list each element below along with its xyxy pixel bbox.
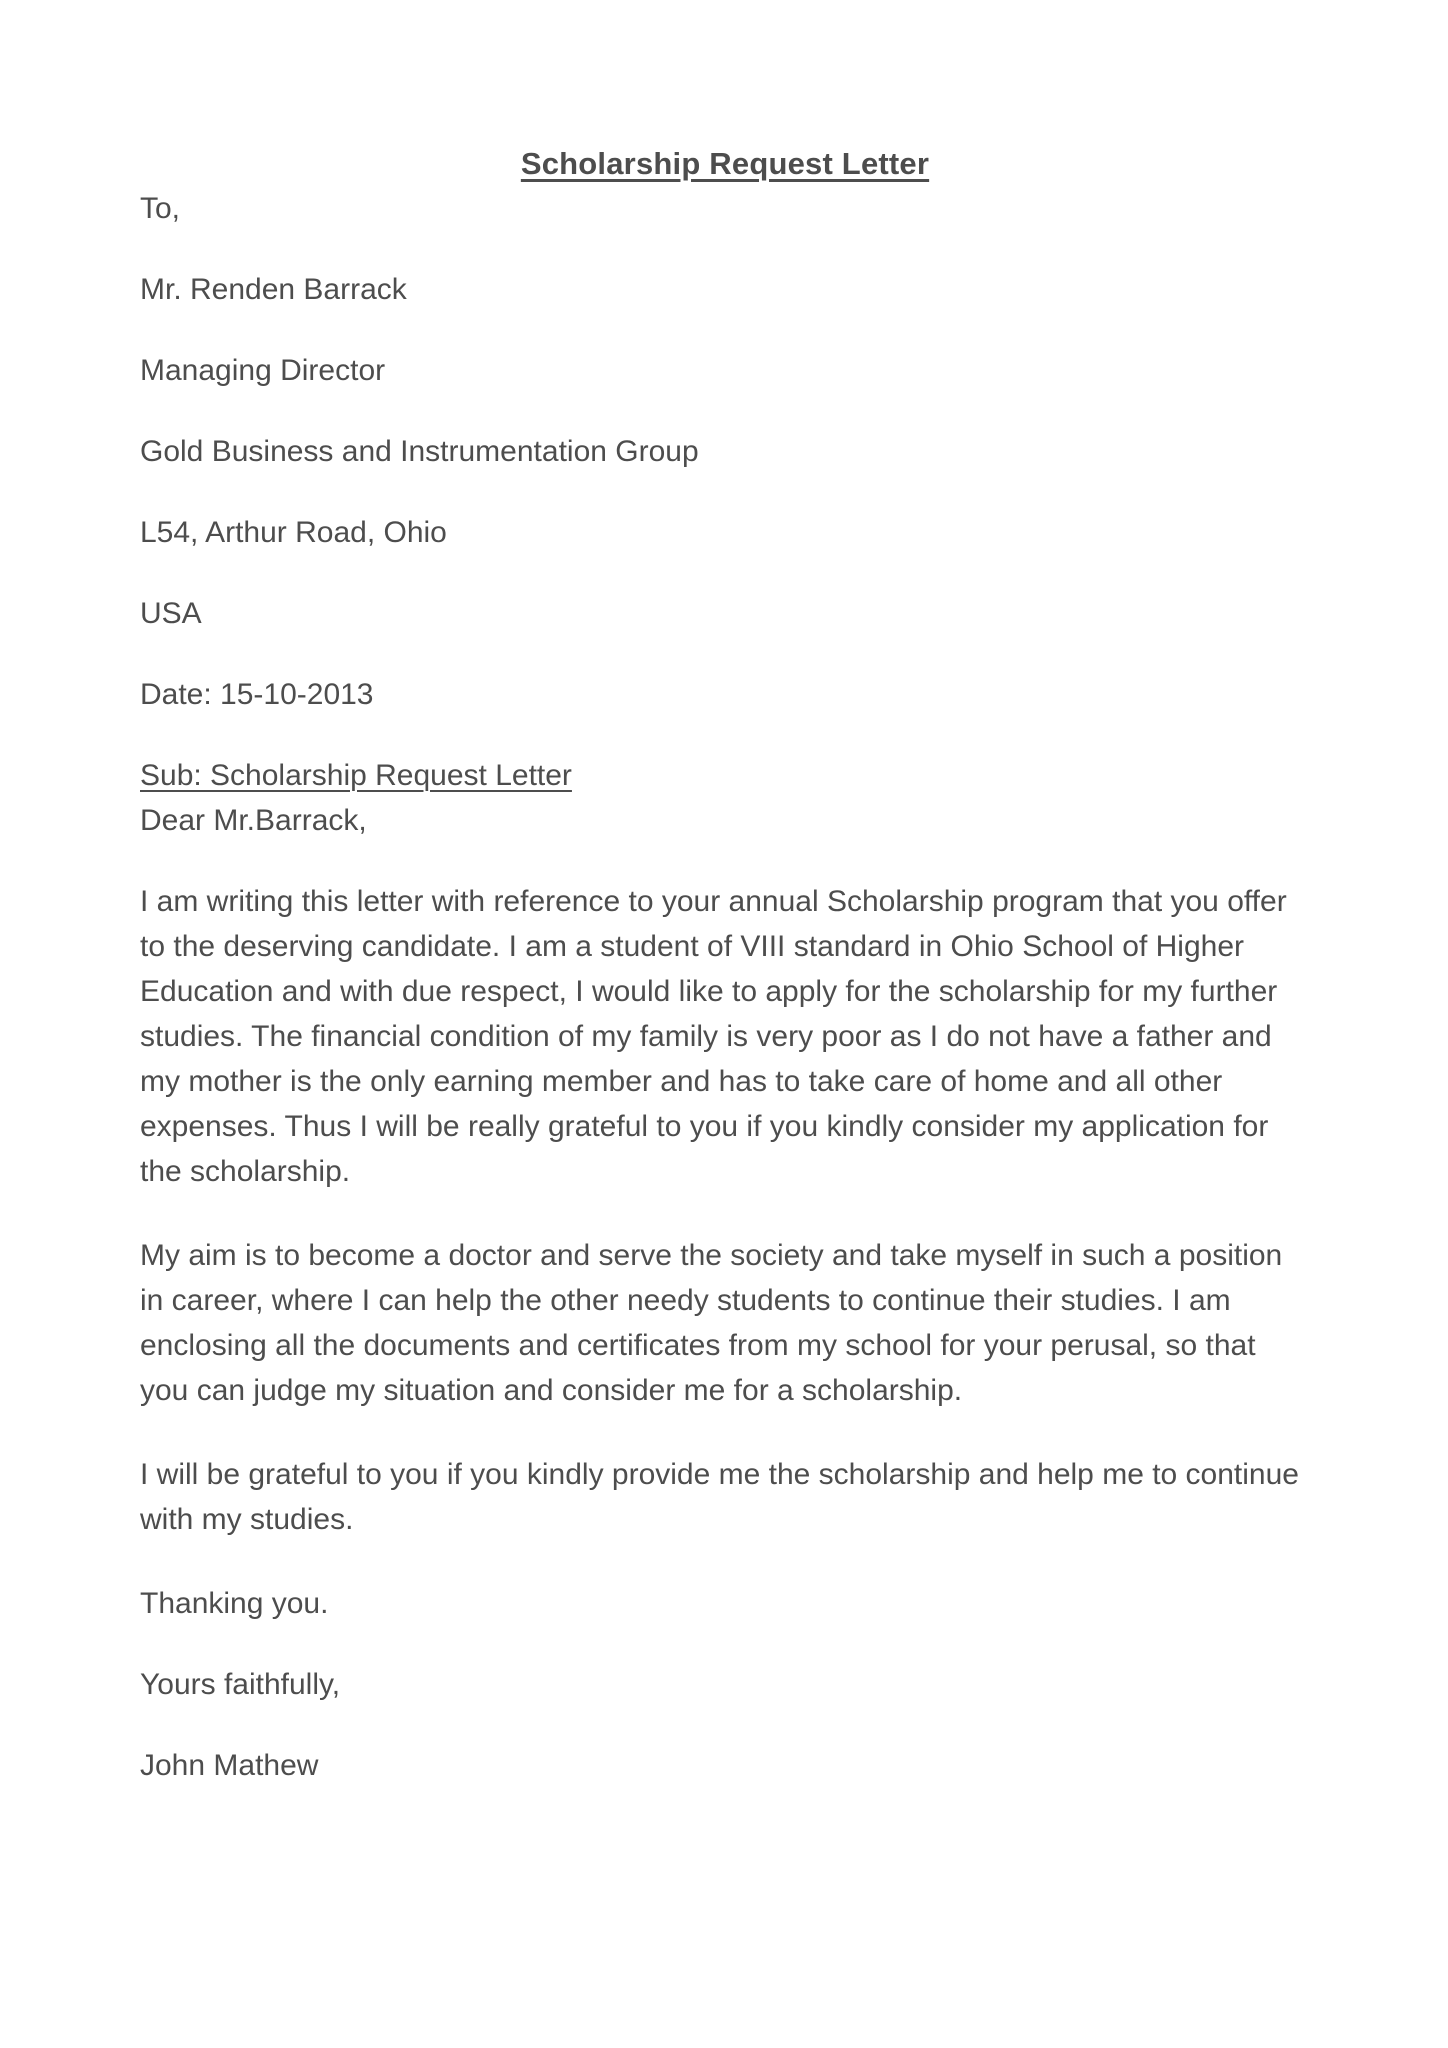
recipient-name: Mr. Renden Barrack: [140, 273, 407, 306]
letter-title: [140, 141, 1310, 186]
greeting-line: Dear Mr.Barrack,: [140, 804, 367, 837]
closing-thanks-line: Thanking you.: [140, 1587, 329, 1620]
recipient-to-line: To,: [140, 192, 181, 225]
recipient-country: USA: [140, 597, 202, 630]
signature-name: John Mathew: [140, 1749, 319, 1782]
date-line: Date: 15-10-2013: [140, 678, 374, 711]
body-paragraph-2: My aim is to become a doctor and serve the society and take myself in such a position in career, where I can help the other needy students to continue their studies. I am enclosing all the documents and certificates from my school for your perusal, so that you can judge my situation and consider me for a scholarship.: [140, 1239, 1283, 1407]
letter-title-text: Scholarship Request Letter: [520, 146, 930, 181]
body-paragraph-3: I will be grateful to you if you kindly provide me the scholarship and help me to continue with my studies.: [140, 1458, 1299, 1536]
recipient-company: Gold Business and Instrumentation Group: [140, 435, 699, 468]
subject-line-text: Sub: Scholarship Request Letter: [140, 759, 572, 792]
recipient-address: L54, Arthur Road, Ohio: [140, 516, 447, 549]
recipient-designation: Managing Director: [140, 354, 386, 387]
closing-salutation-line: Yours faithfully,: [140, 1668, 341, 1701]
body-paragraph-1: I am writing this letter with reference to your annual Scholarship program that you offer to the deserving candidate. I am a student of VIII standard in Ohio School of Higher Education and with due respect, I would like to apply for the scholarship for my further studies. The financial condition of my family is very poor as I do not have a father and my mother is the only earning member and has to take care of home and all other expenses. Thus I will be really grateful to you if you kindly consider my application for the scholarship.: [140, 885, 1287, 1188]
subject-line: [140, 753, 1310, 798]
